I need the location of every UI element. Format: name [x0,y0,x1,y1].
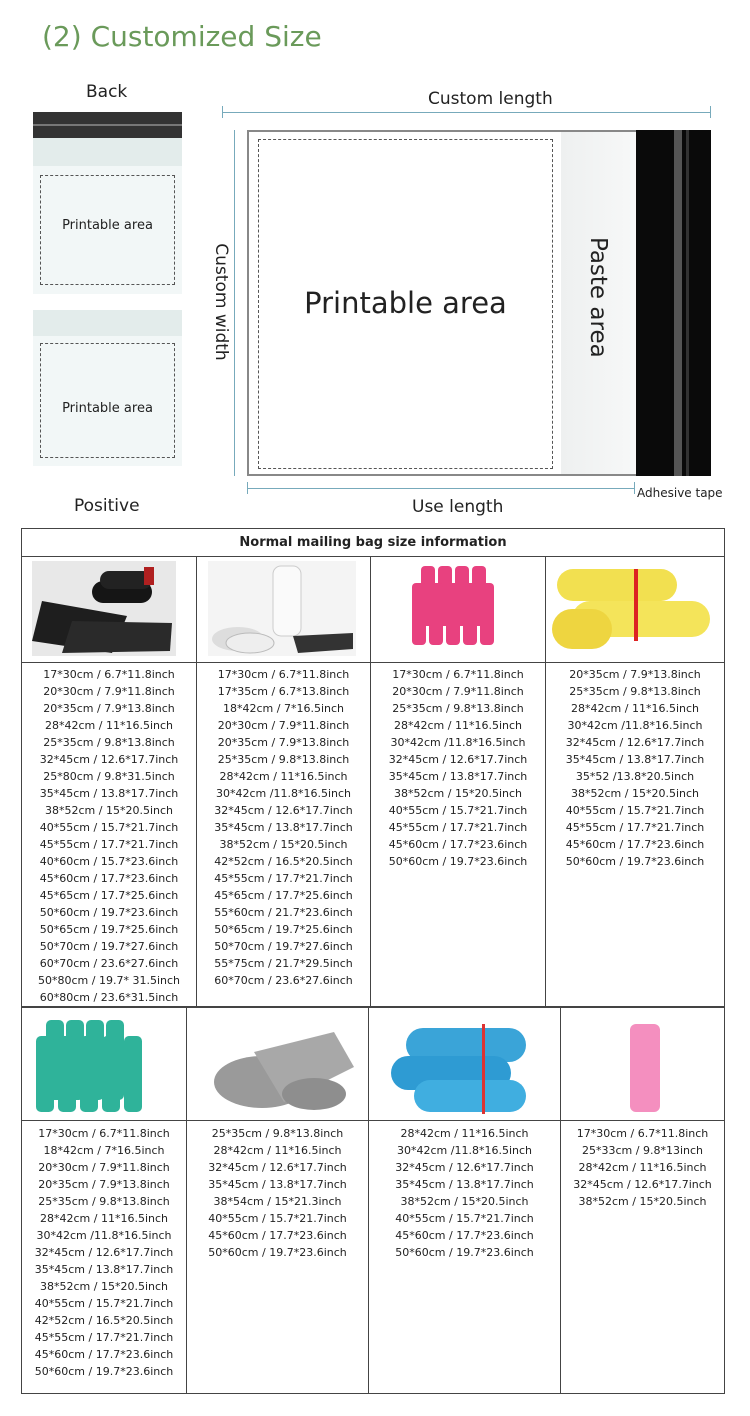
list-item: 25*35cm / 9.8*13.8inch [43,736,175,749]
list-item: 50*60cm / 19.7*23.6inch [388,855,528,868]
list-item: 40*55cm / 15.7*21.7inch [565,804,705,817]
list-item: 60*80cm / 23.6*31.5inch [39,991,179,1004]
list-item: 38*54cm / 15*21.3inch [213,1195,342,1208]
list-item: 17*30cm / 6.7*11.8inch [217,668,350,681]
positive-label: Positive [74,496,140,516]
list-item: 30*42cm /11.8*16.5inch [36,1229,172,1242]
list-item: 40*55cm / 15.7*21.7inch [34,1297,174,1310]
adhesive-tape-label: Adhesive tape [637,486,723,500]
list-item: 50*65cm / 19.7*25.6inch [39,923,179,936]
list-item: 25*35cm / 9.8*13.8inch [217,753,350,766]
pink-bags-photo [386,561,531,656]
list-item: 45*55cm / 17.7*21.7inch [34,1331,174,1344]
list-item: 50*70cm / 19.7*27.6inch [214,940,353,953]
list-item: 35*45cm / 13.8*17.7inch [565,753,705,766]
list-item: 42*52cm / 16.5*20.5inch [214,855,353,868]
list-item: 45*60cm / 17.7*23.6inch [395,1229,534,1242]
list-item: 32*45cm / 12.6*17.7inch [39,753,179,766]
list-item: 35*45cm / 13.8*17.7inch [34,1263,174,1276]
list-item: 28*42cm / 11*16.5inch [394,719,522,732]
list-item: 25*35cm / 9.8*13.8inch [211,1127,344,1140]
list-item: 25*35cm / 9.8*13.8inch [392,702,524,715]
list-item: 55*60cm / 21.7*23.6inch [214,906,353,919]
pink-roll-photo [622,1020,666,1114]
list-item: 35*45cm / 13.8*17.7inch [388,770,528,783]
list-item: 17*30cm / 6.7*11.8inch [38,1127,170,1140]
white-bags-photo [208,561,356,656]
blue-bags-photo [386,1018,532,1116]
paste-area-label: Paste area [585,237,611,358]
list-item: 28*42cm / 11*16.5inch [40,1212,168,1225]
big-printable-label: Printable area [304,286,507,320]
list-item: 28*42cm / 11*16.5inch [400,1127,529,1140]
list-item: 42*52cm / 16.5*20.5inch [34,1314,174,1327]
list-item: 35*45cm / 13.8*17.7inch [208,1178,347,1191]
list-item: 38*52cm / 15*20.5inch [219,838,348,851]
list-item: 45*65cm / 17.7*25.6inch [214,889,353,902]
list-item: 28*42cm / 11*16.5inch [45,719,173,732]
list-item: 32*45cm / 12.6*17.7inch [395,1161,534,1174]
list-item: 50*60cm / 19.7*23.6inch [395,1246,534,1259]
list-item: 45*60cm / 17.7*23.6inch [34,1348,174,1361]
list-item: 20*35cm / 7.9*13.8inch [38,1178,170,1191]
custom-width-line [234,130,235,476]
list-item: 30*42cm /11.8*16.5inch [216,787,351,800]
list-item: 50*80cm / 19.7* 31.5inch [38,974,180,987]
black-bags-photo [32,561,176,656]
list-item: 38*52cm / 15*20.5inch [394,787,522,800]
sizes-black [22,666,196,1006]
list-item: 38*52cm / 15*20.5inch [571,787,699,800]
back-seal-strip [33,112,182,138]
positive-printable-label: Printable area [62,401,153,416]
list-item: 28*42cm / 11*16.5inch [219,770,348,783]
list-item: 25*80cm / 9.8*31.5inch [43,770,175,783]
list-item: 17*30cm / 6.7*11.8inch [392,668,524,681]
use-length-line [247,488,635,489]
list-item: 45*55cm / 17.7*21.7inch [214,872,353,885]
list-item: 28*42cm / 11*16.5inch [578,1161,707,1174]
list-item: 38*52cm / 15*20.5inch [40,1280,168,1293]
yellow-bags-photo [552,561,714,656]
grey-bags-photo [204,1022,360,1114]
list-item: 32*45cm / 12.6*17.7inch [34,1246,174,1259]
list-item: 50*60cm / 19.7*23.6inch [565,855,705,868]
list-item: 20*35cm / 7.9*13.8inch [569,668,701,681]
list-item: 45*55cm / 17.7*21.7inch [565,821,705,834]
sizes-blue [369,1125,560,1261]
list-item: 35*52 /13.8*20.5inch [575,770,695,783]
list-item: 35*45cm / 13.8*17.7inch [395,1178,534,1191]
sizes-pink-roll [561,1125,724,1210]
list-item: 60*70cm / 23.6*27.6inch [39,957,179,970]
list-item: 17*35cm / 6.7*13.8inch [217,685,350,698]
custom-width-label: Custom width [211,243,231,361]
list-item: 60*70cm / 23.6*27.6inch [214,974,353,987]
table-title: Normal mailing bag size information [22,530,724,557]
list-item: 28*42cm / 11*16.5inch [571,702,699,715]
green-bags-photo [36,1014,152,1114]
list-item: 45*60cm / 17.7*23.6inch [565,838,705,851]
list-item: 50*65cm / 19.7*25.6inch [214,923,353,936]
list-item: 20*30cm / 7.9*11.8inch [43,685,175,698]
page-title: (2) Customized Size [42,20,322,53]
list-item: 35*45cm / 13.8*17.7inch [214,821,353,834]
list-item: 40*55cm / 15.7*21.7inch [208,1212,347,1225]
sizes-white [197,666,370,989]
list-item: 35*45cm / 13.8*17.7inch [39,787,179,800]
custom-length-line [222,112,711,113]
list-item: 45*60cm / 17.7*23.6inch [208,1229,347,1242]
sizes-green [22,1125,186,1380]
list-item: 40*55cm / 15.7*21.7inch [388,804,528,817]
list-item: 38*52cm / 15*20.5inch [578,1195,707,1208]
adhesive-tape-strip [636,130,711,476]
sizes-pink [371,666,545,870]
list-item: 40*60cm / 15.7*23.6inch [39,855,179,868]
positive-flap [33,310,182,336]
list-item: 45*55cm / 17.7*21.7inch [39,838,179,851]
list-item: 30*42cm /11.8*16.5inch [567,719,703,732]
list-item: 32*45cm / 12.6*17.7inch [573,1178,712,1191]
list-item: 18*42cm / 7*16.5inch [43,1144,165,1157]
sizes-yellow [546,666,724,870]
list-item: 32*45cm / 12.6*17.7inch [208,1161,347,1174]
list-item: 32*45cm / 12.6*17.7inch [214,804,353,817]
list-item: 17*30cm / 6.7*11.8inch [43,668,175,681]
back-label: Back [86,82,128,102]
list-item: 40*55cm / 15.7*21.7inch [39,821,179,834]
list-item: 20*30cm / 7.9*11.8inch [38,1161,170,1174]
list-item: 17*30cm / 6.7*11.8inch [576,1127,709,1140]
list-item: 20*30cm / 7.9*11.8inch [392,685,524,698]
list-item: 55*75cm / 21.7*29.5inch [214,957,353,970]
list-item: 28*42cm / 11*16.5inch [213,1144,342,1157]
list-item: 45*55cm / 17.7*21.7inch [388,821,528,834]
list-item: 32*45cm / 12.6*17.7inch [388,753,528,766]
sizes-grey [187,1125,368,1261]
list-item: 18*42cm / 7*16.5inch [223,702,344,715]
list-item: 45*65cm / 17.7*25.6inch [39,889,179,902]
list-item: 38*52cm / 15*20.5inch [400,1195,529,1208]
list-item: 40*55cm / 15.7*21.7inch [395,1212,534,1225]
list-item: 25*33cm / 9.8*13inch [582,1144,703,1157]
list-item: 32*45cm / 12.6*17.7inch [565,736,705,749]
list-item: 50*70cm / 19.7*27.6inch [39,940,179,953]
list-item: 25*35cm / 9.8*13.8inch [38,1195,170,1208]
list-item: 20*30cm / 7.9*11.8inch [217,719,350,732]
list-item: 45*60cm / 17.7*23.6inch [39,872,179,885]
list-item: 30*42cm /11.8*16.5inch [390,736,526,749]
back-flap [33,138,182,166]
list-item: 45*60cm / 17.7*23.6inch [388,838,528,851]
list-item: 25*35cm / 9.8*13.8inch [569,685,701,698]
list-item: 50*60cm / 19.7*23.6inch [208,1246,347,1259]
custom-length-label: Custom length [428,89,553,109]
list-item: 38*52cm / 15*20.5inch [45,804,173,817]
list-item: 50*60cm / 19.7*23.6inch [34,1365,174,1378]
list-item: 50*60cm / 19.7*23.6inch [39,906,179,919]
list-item: 30*42cm /11.8*16.5inch [397,1144,532,1157]
back-printable-label: Printable area [62,218,153,233]
use-length-label: Use length [412,497,504,517]
list-item: 20*35cm / 7.9*13.8inch [43,702,175,715]
list-item: 20*35cm / 7.9*13.8inch [217,736,350,749]
